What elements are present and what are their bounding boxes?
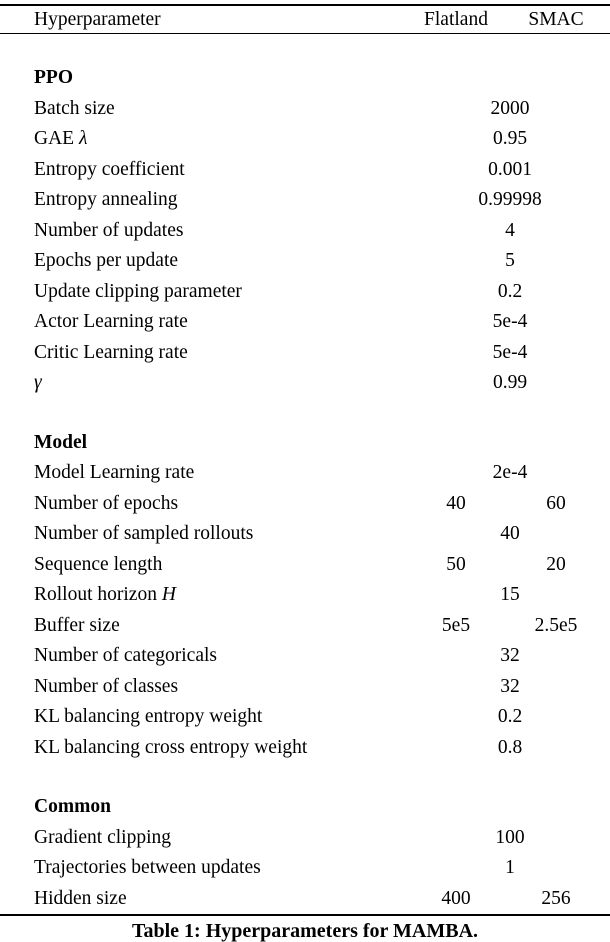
row-value-shared: 0.001	[488, 158, 532, 180]
row-label: Entropy annealing	[34, 189, 178, 210]
row-value-smac: 20	[546, 553, 566, 575]
section-header-row	[0, 34, 610, 94]
table-row	[0, 580, 610, 611]
column-header-hyperparameter: Hyperparameter	[0, 5, 410, 34]
table-row	[0, 246, 610, 277]
row-value-shared: 0.2	[497, 280, 523, 302]
table-row	[0, 216, 610, 247]
row-label: Actor Learning rate	[34, 311, 188, 332]
table-row	[0, 641, 610, 672]
row-value-shared: 0.95	[492, 128, 528, 149]
row-label: KL balancing entropy weight	[34, 706, 263, 727]
row-value-shared: 2000	[490, 97, 530, 119]
section-header-row	[0, 399, 610, 459]
row-value-flatland: 50	[446, 553, 466, 575]
table-header-row	[0, 5, 610, 34]
table-row	[0, 853, 610, 884]
row-label: Critic Learning rate	[34, 341, 188, 363]
row-value-flatland: 40	[446, 492, 466, 514]
row-value-flatland: 400	[410, 884, 502, 916]
table-row	[0, 550, 610, 581]
row-value-shared: 5	[505, 250, 515, 271]
row-value-shared: 40	[500, 523, 520, 544]
row-label: Number of updates	[34, 219, 184, 241]
row-value-smac: 2.5e5	[534, 614, 578, 636]
math-symbol: H	[156, 584, 176, 605]
table-row	[0, 277, 610, 308]
table-row	[0, 307, 610, 338]
row-value-smac: 256	[502, 884, 610, 916]
table-row	[0, 672, 610, 703]
row-value-flatland: 5e5	[441, 614, 471, 636]
row-value-shared: 15	[500, 584, 520, 605]
table-row	[0, 611, 610, 642]
row-label: Sequence length	[34, 553, 163, 575]
table-row	[0, 124, 610, 155]
table-row	[0, 338, 610, 369]
section-title: PPO	[34, 67, 73, 88]
table-row	[0, 185, 610, 216]
table-row	[0, 733, 610, 764]
table-row	[0, 458, 610, 489]
table-row	[0, 155, 610, 186]
table-row	[0, 94, 610, 125]
table-body	[0, 34, 610, 916]
row-value-shared: 1	[505, 857, 515, 878]
row-label: Gradient clipping	[34, 826, 172, 848]
row-label: Trajectories between updates	[34, 857, 261, 878]
row-value-shared: 5e-4	[492, 311, 528, 332]
row-value-shared: 0.99998	[478, 189, 542, 210]
math-symbol: γ	[34, 372, 42, 393]
table-row	[0, 884, 610, 916]
row-label: Model Learning rate	[34, 462, 195, 483]
column-header-flatland: Flatland	[410, 5, 502, 34]
row-label: Epochs per update	[34, 250, 179, 271]
row-value-shared: 2e-4	[492, 462, 528, 483]
table-row	[0, 702, 610, 733]
row-label: KL balancing cross entropy weight	[34, 736, 308, 758]
section-title: Model	[34, 431, 88, 453]
row-value-shared: 0.99	[492, 372, 528, 393]
row-value-shared: 4	[505, 219, 515, 241]
row-label: GAE λ	[34, 128, 88, 149]
row-value-shared: 32	[500, 675, 520, 697]
row-value-shared: 0.2	[497, 706, 523, 727]
row-value-shared: 32	[500, 645, 520, 666]
row-label: Entropy coefficient	[34, 158, 185, 180]
table-row	[0, 823, 610, 854]
section-title: Common	[34, 796, 111, 817]
row-label: Hidden size	[0, 884, 410, 916]
row-label	[0, 368, 410, 399]
row-label: Number of epochs	[34, 492, 179, 514]
table-caption: Table 1: Hyperparameters for MAMBA.	[131, 920, 479, 942]
row-label: Update clipping parameter	[34, 280, 242, 302]
hyperparameter-table	[0, 4, 610, 916]
row-value-smac: 60	[546, 492, 566, 514]
table-row	[0, 368, 610, 399]
table-row	[0, 489, 610, 520]
column-header-smac: SMAC	[502, 5, 610, 34]
section-header-row	[0, 763, 610, 823]
row-value-shared: 0.8	[497, 736, 523, 758]
row-value-shared: 100	[495, 826, 525, 848]
row-label: Rollout horizon H	[34, 584, 176, 605]
row-label: Number of categoricals	[34, 645, 218, 666]
row-label: Buffer size	[34, 614, 120, 636]
math-symbol: λ	[74, 128, 88, 149]
row-label: Number of classes	[34, 675, 179, 697]
row-value-shared: 5e-4	[492, 341, 528, 363]
row-label: Batch size	[34, 97, 115, 119]
table-row	[0, 519, 610, 550]
row-label: Number of sampled rollouts	[34, 523, 254, 544]
